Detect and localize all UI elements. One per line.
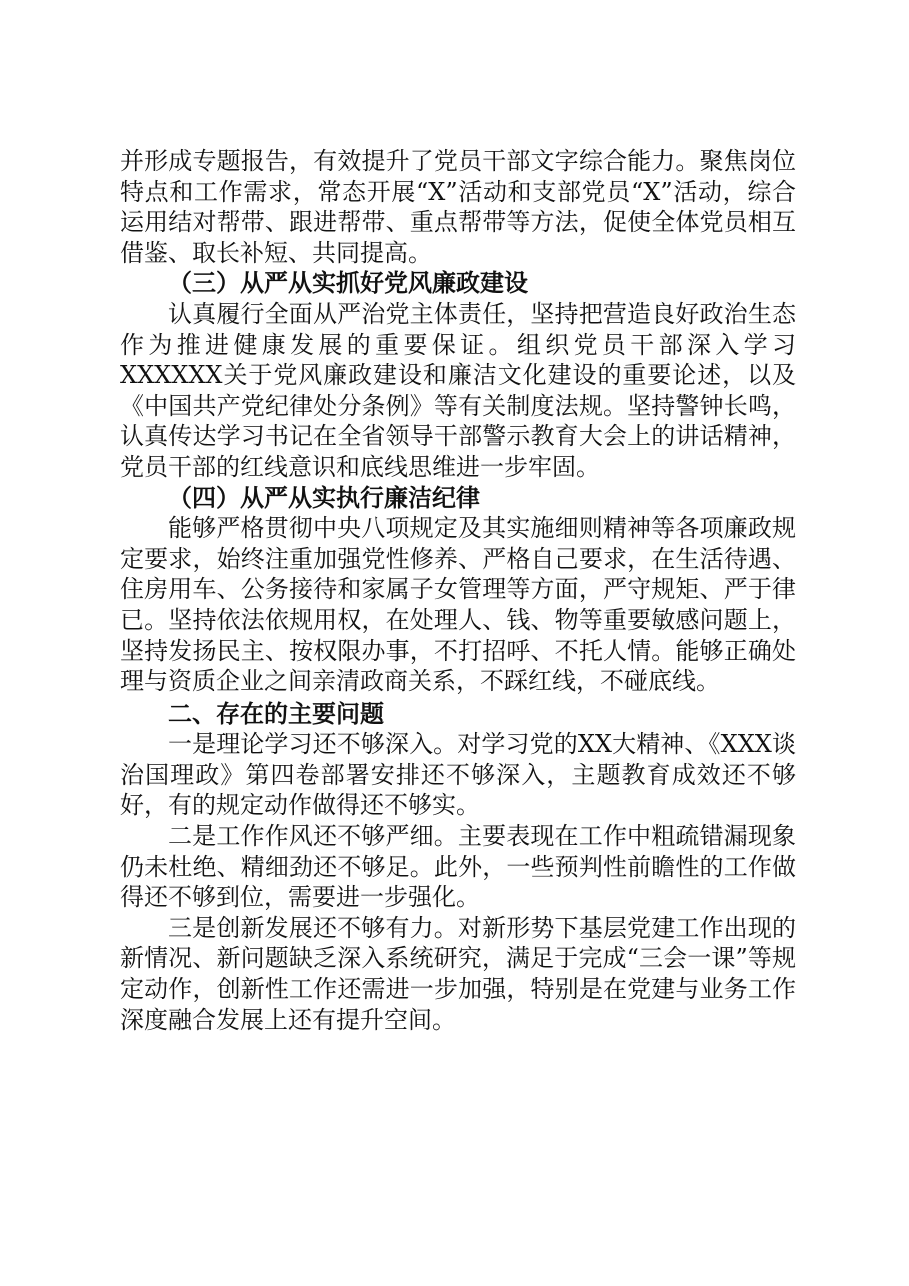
paragraph-problem-work-style: 二是工作作风还不够严细。主要表现在工作中粗疏错漏现象仍未杜绝、精细劲还不够足。此外，一些预判性前瞻性的工作做得还不够到位，需要进一步强化。 [120, 822, 796, 912]
paragraph-party-conduct: 认真履行全面从严治党主体责任，坚持把营造良好政治生态作为推进健康发展的重要保证。组织党员干部深入学习XXXXXX关于党风廉政建设和廉洁文化建设的重要论述，以及《中国共产党纪律处分条例》等有关制度法规。坚持警钟长鸣，认真传达学习书记在全省领导干部警示教育大会上的讲话精神，党员干部的红线意识和底线思维进一步牢固。 [120, 299, 796, 481]
paragraph-integrity-discipline: 能够严格贯彻中央八项规定及其实施细则精神等各项廉政规定要求，始终注重加强党性修养、严格自己要求，在生活待遇、住房用车、公务接待和家属子女管理等方面，严守规矩、严于律已。坚持依法依规用权，在处理人、钱、物等重要敏感问题上，坚持发扬民主、按权限办事，不打招呼、不托人情。能够正确处理与资质企业之间亲清政商关系，不踩红线，不碰底线。 [120, 514, 796, 696]
paragraph-continued: 并形成专题报告，有效提升了党员干部文字综合能力。聚焦岗位特点和工作需求，常态开展“X”活动和支部党员“X”活动，综合运用结对帮带、跟进帮带、重点帮带等方法，促使全体党员相互借鉴、取长补短、共同提高。 [120, 147, 796, 267]
paragraph-problem-theory-study: 一是理论学习还不够深入。对学习党的XX大精神、《XXX谈治国理政》第四卷部署安排还不够深入，主题教育成效还不够好，有的规定动作做得还不够实。 [120, 730, 796, 820]
subheading-integrity-discipline: （四）从严从实执行廉洁纪律 [168, 482, 480, 512]
subheading-party-conduct: （三）从严从实抓好党风廉政建设 [168, 268, 528, 298]
document-page [120, 146, 796, 1035]
section-heading-main-problems: 二、存在的主要问题 [168, 698, 384, 728]
paragraph-problem-innovation: 三是创新发展还不够有力。对新形势下基层党建工作出现的新情况、新问题缺乏深入系统研究，满足于完成“三会一课”等规定动作，创新性工作还需进一步加强，特别是在党建与业务工作深度融合发展上还有提升空间。 [120, 913, 796, 1034]
